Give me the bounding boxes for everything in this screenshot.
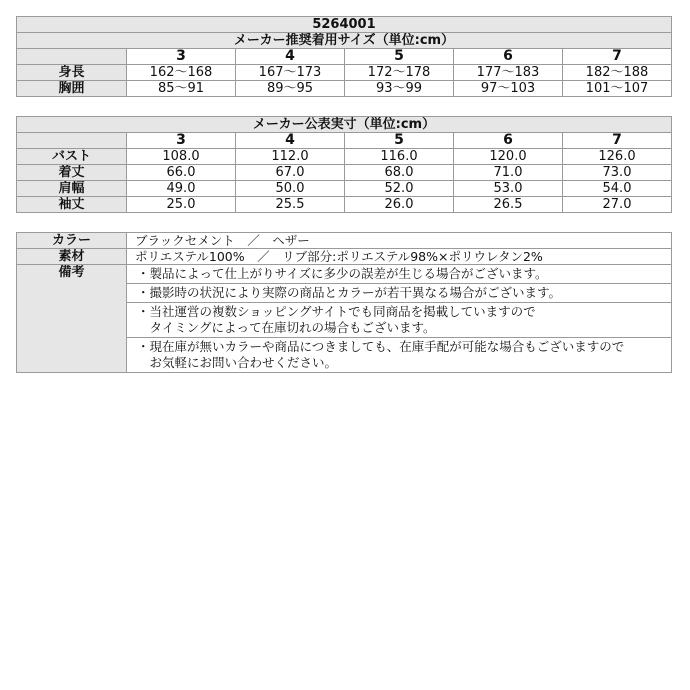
table-cell: 172〜178 xyxy=(345,65,454,81)
table-cell: 26.5 xyxy=(454,197,563,213)
table-row xyxy=(17,65,672,81)
table-cell: 112.0 xyxy=(236,149,345,165)
size-header: 7 xyxy=(563,49,672,65)
row-label: 着丈 xyxy=(17,165,127,181)
table-cell: 71.0 xyxy=(454,165,563,181)
color-value: ブラックセメント ／ ヘザー xyxy=(127,233,672,249)
table-cell: 26.0 xyxy=(345,197,454,213)
size-header: 4 xyxy=(236,133,345,149)
table-row xyxy=(17,149,672,165)
table-cell: 89〜95 xyxy=(236,81,345,97)
table-cell: 126.0 xyxy=(563,149,672,165)
size-header: 6 xyxy=(454,133,563,149)
recommended-title: メーカー推奨着用サイズ（単位:cm） xyxy=(17,33,672,49)
published-size-table xyxy=(16,116,672,213)
table-cell: 27.0 xyxy=(563,197,672,213)
row-label: 袖丈 xyxy=(17,197,127,213)
table-row xyxy=(17,81,672,97)
table-row xyxy=(17,265,672,373)
table-cell: 67.0 xyxy=(236,165,345,181)
table-cell: 162〜168 xyxy=(127,65,236,81)
note-item xyxy=(127,303,671,338)
table-cell: 101〜107 xyxy=(563,81,672,97)
table-cell: 167〜173 xyxy=(236,65,345,81)
notes-label: 備考 xyxy=(17,265,127,373)
size-header: 3 xyxy=(127,49,236,65)
product-code: 5264001 xyxy=(17,17,672,33)
note-item xyxy=(127,284,671,303)
table-cell: 182〜188 xyxy=(563,65,672,81)
row-label: 身長 xyxy=(17,65,127,81)
published-title: メーカー公表実寸（単位:cm） xyxy=(17,117,672,133)
size-header-row xyxy=(17,49,672,65)
color-label: カラー xyxy=(17,233,127,249)
table-cell: 25.5 xyxy=(236,197,345,213)
table-cell: 52.0 xyxy=(345,181,454,197)
notes-cell xyxy=(127,265,672,373)
material-value: ポリエステル100% ／ リブ部分:ポリエステル98%×ポリウレタン2% xyxy=(127,249,672,265)
size-header: 6 xyxy=(454,49,563,65)
table-row xyxy=(17,249,672,265)
table-row xyxy=(17,181,672,197)
table-cell: 97〜103 xyxy=(454,81,563,97)
size-header: 7 xyxy=(563,133,672,149)
row-label: バスト xyxy=(17,149,127,165)
note-line: ・撮影時の状況により実際の商品とカラーが若干異なる場合がございます。 xyxy=(137,285,562,300)
note-item xyxy=(127,265,671,284)
table-cell: 25.0 xyxy=(127,197,236,213)
table-cell: 50.0 xyxy=(236,181,345,197)
table-cell: 177〜183 xyxy=(454,65,563,81)
table-cell: 68.0 xyxy=(345,165,454,181)
size-header: 5 xyxy=(345,133,454,149)
size-header-row xyxy=(17,133,672,149)
table-cell: 66.0 xyxy=(127,165,236,181)
note-line: お気軽にお問い合わせください。 xyxy=(137,355,338,370)
table-cell: 54.0 xyxy=(563,181,672,197)
table-row xyxy=(17,197,672,213)
table-cell: 73.0 xyxy=(563,165,672,181)
table-cell: 53.0 xyxy=(454,181,563,197)
note-item xyxy=(127,338,671,372)
row-label: 肩幅 xyxy=(17,181,127,197)
table-cell: 85〜91 xyxy=(127,81,236,97)
table-row xyxy=(17,233,672,249)
table-cell: 108.0 xyxy=(127,149,236,165)
table-cell: 93〜99 xyxy=(345,81,454,97)
note-line: タイミングによって在庫切れの場合もございます。 xyxy=(137,320,436,335)
table-cell: 49.0 xyxy=(127,181,236,197)
size-header: 3 xyxy=(127,133,236,149)
size-header: 4 xyxy=(236,49,345,65)
recommended-size-table xyxy=(16,16,672,97)
size-header: 5 xyxy=(345,49,454,65)
product-info-table xyxy=(16,232,672,373)
row-label: 胸囲 xyxy=(17,81,127,97)
material-label: 素材 xyxy=(17,249,127,265)
table-cell: 120.0 xyxy=(454,149,563,165)
note-line: ・現在庫が無いカラーや商品につきましても、在庫手配が可能な場合もございますので xyxy=(137,339,625,354)
note-line: ・当社運営の複数ショッピングサイトでも同商品を掲載していますので xyxy=(137,304,536,319)
table-row xyxy=(17,165,672,181)
note-line: ・製品によって仕上がりサイズに多少の誤差が生じる場合がございます。 xyxy=(137,266,548,281)
table-cell: 116.0 xyxy=(345,149,454,165)
